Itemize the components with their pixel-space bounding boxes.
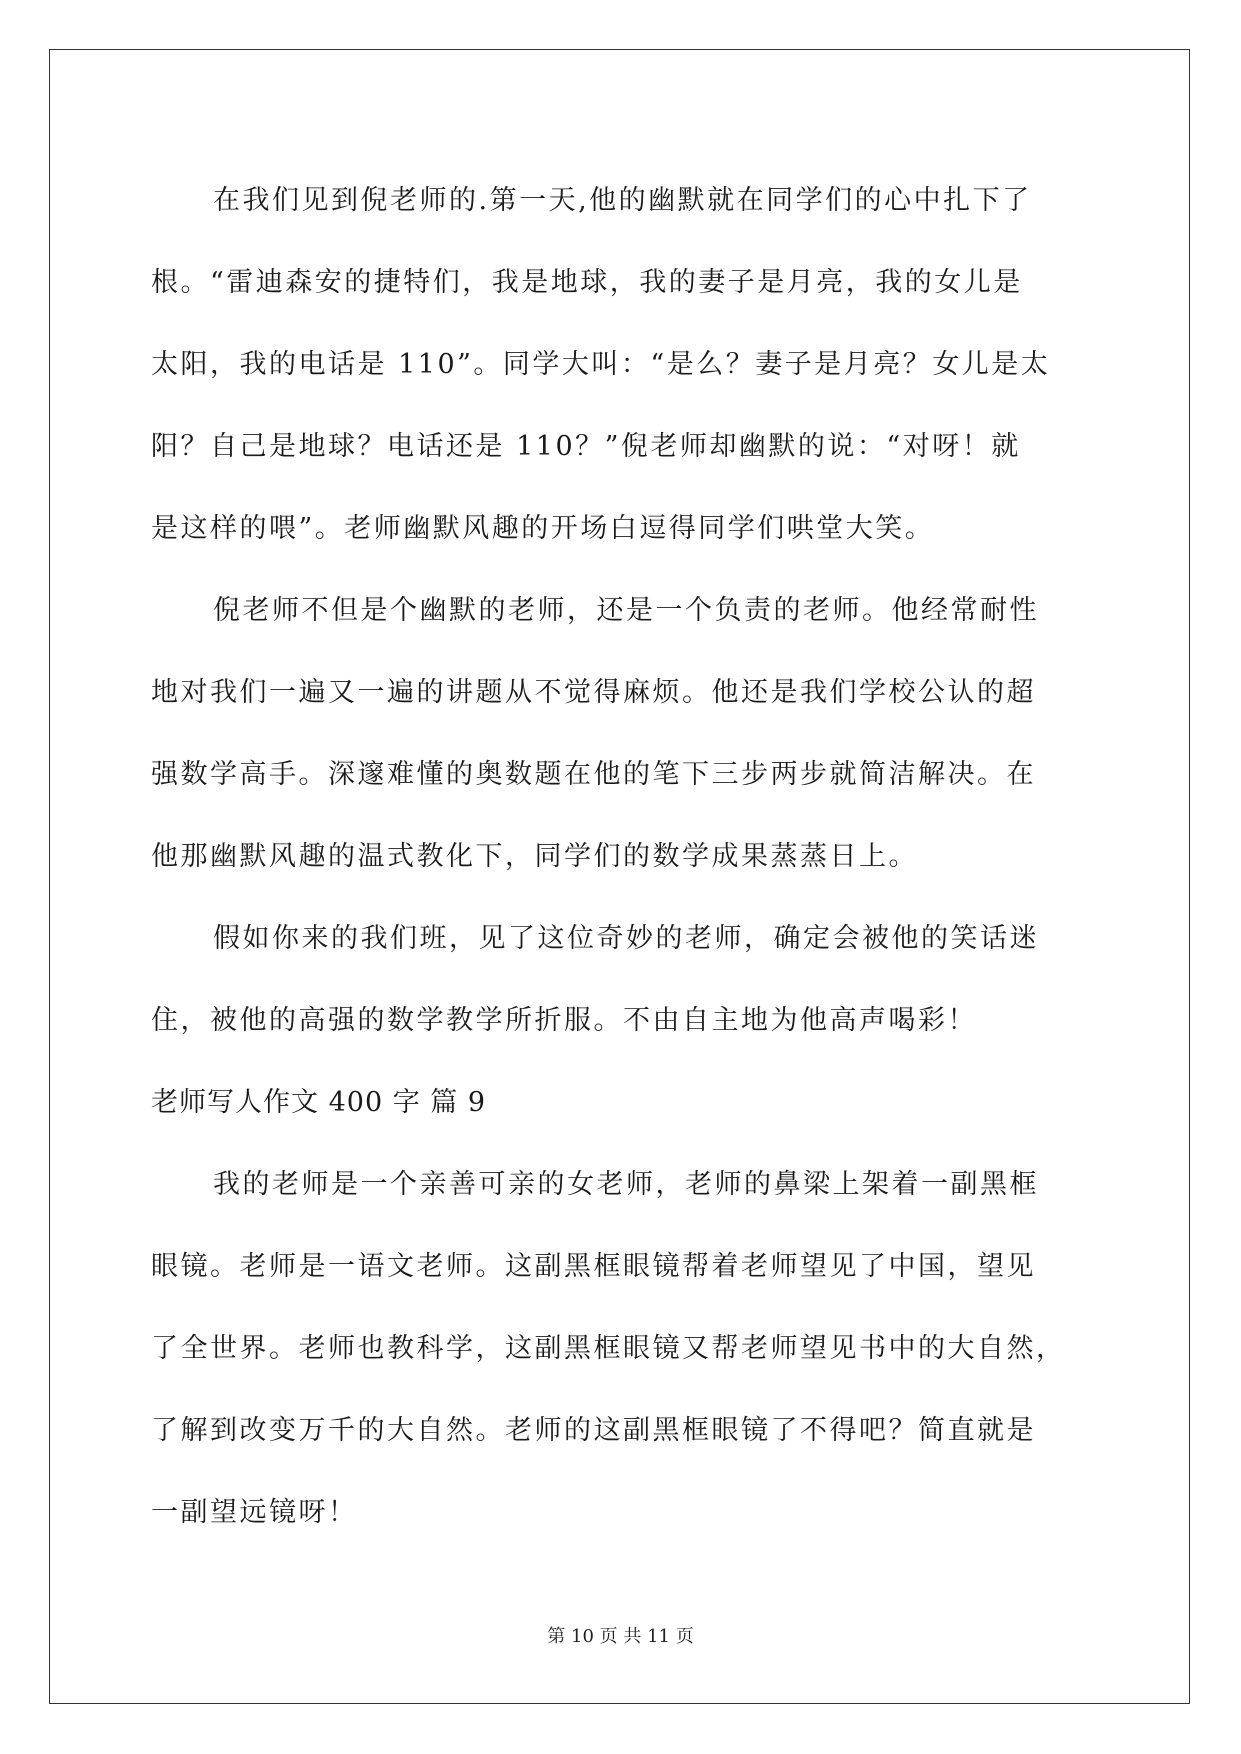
text-line: 假如你来的我们班，见了这位奇妙的老师，确定会被他的笑话迷 (213, 923, 1039, 954)
text-line: 了全世界。老师也教科学，这副黑框眼镜又帮老师望见书中的大自然， (151, 1333, 1066, 1364)
text-line: 了解到改变万千的大自然。老师的这副黑框眼镜了不得吧？简直就是 (151, 1415, 1036, 1446)
text-line: 倪老师不但是个幽默的老师，还是一个负责的老师。他经常耐性 (213, 595, 1039, 626)
text-line: 眼镜。老师是一语文老师。这副黑框眼镜帮着老师望见了中国，望见 (151, 1251, 1036, 1282)
document-body (151, 160, 1091, 1554)
text-line: 住，被他的高强的数学教学所折服。不由自主地为他高声喝彩！ (151, 1005, 977, 1036)
text-line: 太阳，我的电话是 110”。同学大叫：“是么？妻子是月亮？女儿是太 (151, 349, 1051, 380)
page-footer: 第 10 页 共 11 页 (547, 1626, 694, 1647)
paragraph (151, 160, 1091, 570)
section-heading: 老师写人作文 400 字 篇 9 (151, 1087, 487, 1118)
text-line: 我的老师是一个亲善可亲的女老师，老师的鼻梁上架着一副黑框 (213, 1169, 1039, 1200)
text-line: 地对我们一遍又一遍的讲题从不觉得麻烦。他还是我们学校公认的超 (151, 677, 1036, 708)
text-line: 在我们见到倪老师的.第一天,他的幽默就在同学们的心中扎下了 (213, 185, 1032, 216)
text-line: 是这样的喂”。老师幽默风趣的开场白逗得同学们哄堂大笑。 (151, 513, 935, 544)
text-line: 阳？自己是地球？电话还是 110？”倪老师却幽默的说：“对呀！就 (151, 431, 1021, 462)
paragraph (151, 570, 1091, 898)
paragraph (151, 1144, 1091, 1554)
paragraph (151, 898, 1091, 1062)
text-line: 一副望远镜呀！ (151, 1497, 358, 1528)
text-line: 强数学高手。深邃难懂的奥数题在他的笔下三步两步就简洁解决。在 (151, 759, 1036, 790)
text-line: 他那幽默风趣的温式教化下，同学们的数学成果蒸蒸日上。 (151, 841, 918, 872)
text-line: 根。“雷迪森安的捷特们，我是地球，我的妻子是月亮，我的女儿是 (151, 267, 1023, 298)
